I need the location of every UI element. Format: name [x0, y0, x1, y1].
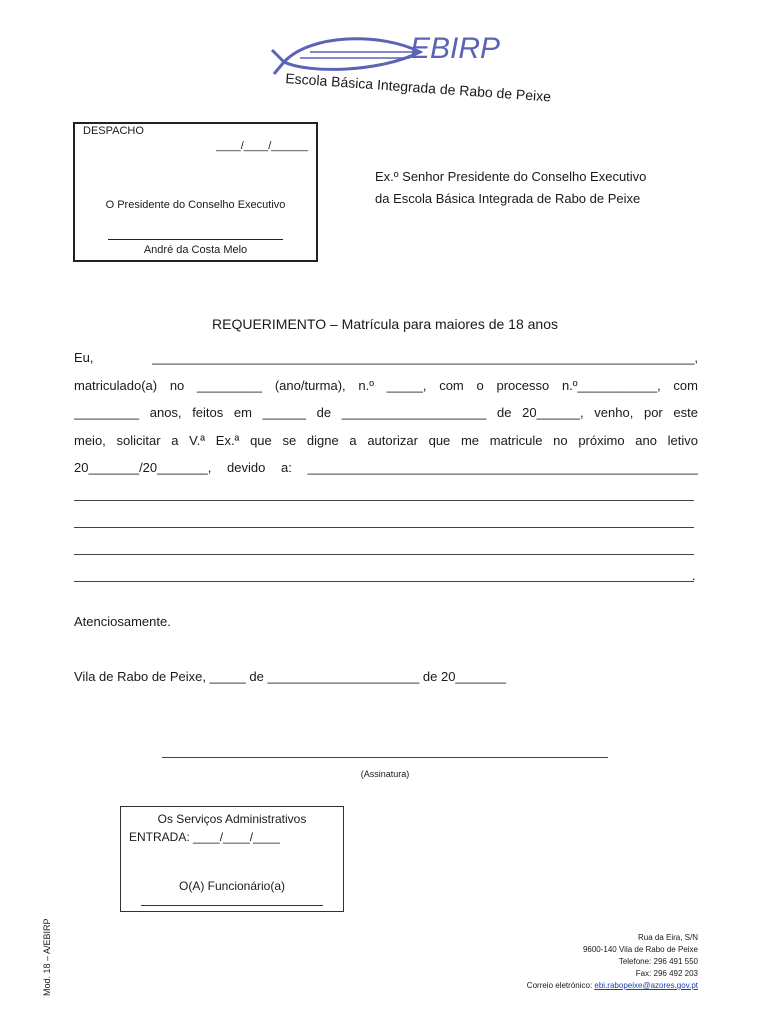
document-title: REQUERIMENTO – Matrícula para maiores de 18 anos	[212, 316, 558, 332]
body-line-request: meio, solicitar a V.ª Ex.ª que se digne a autorizar que me matricule no próximo ano letivo	[74, 433, 698, 448]
reason-line[interactable]	[74, 581, 694, 582]
logo-school-name: Escola Básica Integrada de Rabo de Peixe	[284, 70, 552, 105]
contact-phone: Telefone: 296 491 550	[618, 957, 698, 966]
contacts-block	[527, 932, 698, 992]
form-code: Mod. 18 – A/EBIRP	[42, 918, 52, 996]
reason-line[interactable]	[74, 500, 694, 501]
contact-email-row	[527, 980, 698, 992]
closing-text: Atenciosamente.	[74, 614, 171, 629]
services-box	[120, 806, 344, 912]
contact-fax: Fax: 296 492 203	[635, 969, 698, 978]
despacho-title: DESPACHO	[83, 125, 144, 137]
logo-brand-text: EBIRP	[410, 32, 501, 65]
despacho-role: O Presidente do Conselho Executivo	[105, 199, 286, 211]
addressee-line2: da Escola Básica Integrada de Rabo de Peixe	[375, 191, 641, 206]
reason-line[interactable]	[74, 527, 694, 528]
despacho-box	[73, 122, 318, 262]
contact-postal: 9600-140 Vila de Rabo de Peixe	[582, 945, 698, 954]
services-clerk-label: O(A) Funcionário(a)	[178, 879, 286, 893]
reason-end-mark: .	[692, 568, 696, 583]
addressee-line1: Ex.º Senhor Presidente do Conselho Executivo	[375, 169, 647, 184]
reason-line[interactable]	[74, 554, 694, 555]
despacho-signature-line[interactable]	[108, 239, 283, 240]
body-line-reason[interactable]: 20_______/20_______, devido a: ______________________________________________________	[74, 460, 698, 475]
services-signature-line[interactable]	[141, 905, 323, 906]
services-title: Os Serviços Administrativos	[157, 812, 307, 826]
despacho-date-field[interactable]: ____/____/______	[216, 140, 308, 152]
place-date-line[interactable]: Vila de Rabo de Peixe, _____ de _____________________ de 20_______	[74, 669, 507, 684]
signature-label: (Assinatura)	[360, 769, 410, 779]
addressee	[375, 166, 646, 210]
contact-email-label: Correio eletrónico:	[526, 981, 593, 990]
fish-logo-icon	[284, 39, 420, 70]
fish-tail-icon	[272, 50, 284, 74]
body-line-class[interactable]: matriculado(a) no _________ (ano/turma), n.º _____, com o processo n.º___________, com	[74, 378, 698, 393]
contact-street: Rua da Eira, S/N	[637, 933, 698, 942]
despacho-name: André da Costa Melo	[143, 244, 248, 256]
signature-line[interactable]	[162, 757, 608, 758]
body-line-name[interactable]: Eu, ___________________________________________________________________________,	[74, 350, 698, 365]
services-entry-date[interactable]: ENTRADA: ____/____/____	[129, 830, 280, 844]
contact-email-link[interactable]: ebi.rabopeixe@azores.gov.pt	[594, 981, 698, 990]
body-line-age[interactable]: _________ anos, feitos em ______ de ____________________ de 20______, venho, por este	[74, 405, 698, 420]
fish-lines-icon	[300, 52, 420, 58]
